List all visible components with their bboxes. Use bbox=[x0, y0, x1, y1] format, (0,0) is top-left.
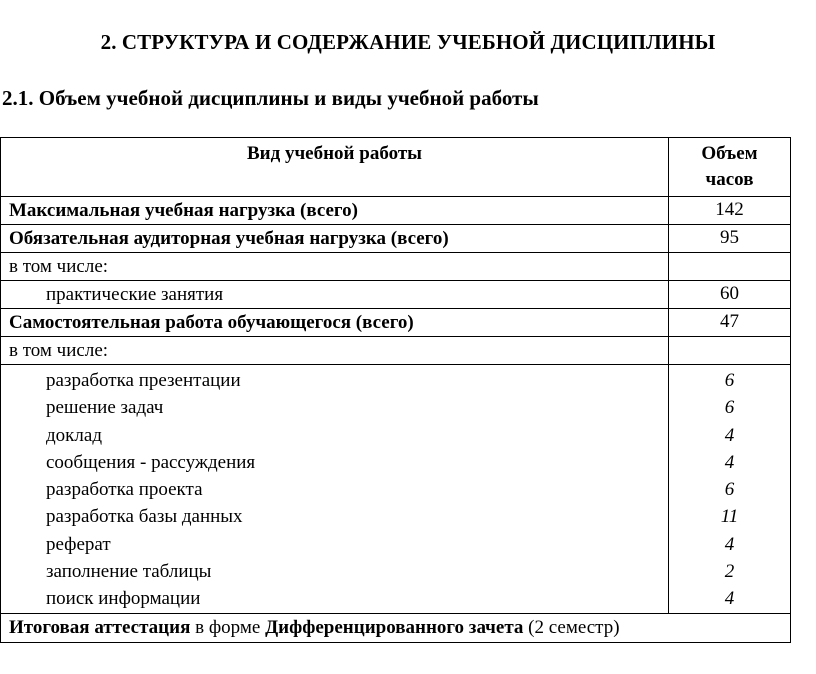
row-value: 47 bbox=[669, 309, 791, 337]
list-item: разработка базы данных bbox=[46, 506, 243, 528]
header-hours-line1: Объем bbox=[701, 143, 758, 164]
list-item: решение задач bbox=[46, 397, 164, 419]
list-value: 6 bbox=[724, 397, 735, 419]
row-value: 142 bbox=[669, 197, 791, 225]
header-hours bbox=[669, 138, 791, 197]
final-assessment-semester: (2 семестр) bbox=[523, 616, 620, 638]
list-item: реферат bbox=[46, 533, 111, 555]
list-item: разработка презентации bbox=[46, 370, 241, 391]
row-label: в том числе: bbox=[1, 337, 669, 365]
table-row bbox=[1, 309, 791, 337]
final-assessment-row bbox=[1, 613, 791, 642]
list-value: 6 bbox=[724, 479, 735, 501]
list-value: 4 bbox=[724, 588, 735, 610]
row-label: Максимальная учебная нагрузка (всего) bbox=[1, 197, 669, 225]
table-row bbox=[1, 337, 791, 365]
independent-work-labels bbox=[1, 365, 669, 614]
section-title: 2. СТРУКТУРА И СОДЕРЖАНИЕ УЧЕБНОЙ ДИСЦИПЛИНЫ bbox=[100, 30, 716, 54]
list-item: доклад bbox=[46, 424, 102, 446]
workload-table bbox=[0, 137, 791, 643]
list-value: 11 bbox=[720, 506, 739, 528]
final-assessment-type: Дифференцированного зачета bbox=[265, 616, 524, 638]
subsection-title: 2.1. Объем учебной дисциплины и виды учебной работы bbox=[2, 86, 539, 110]
table-row bbox=[1, 225, 791, 253]
row-label: практические занятия bbox=[1, 281, 669, 309]
final-assessment-form-text: в форме bbox=[190, 616, 266, 638]
row-value bbox=[669, 253, 791, 281]
table-row bbox=[1, 253, 791, 281]
row-value: 95 bbox=[669, 225, 791, 253]
list-value: 4 bbox=[724, 424, 735, 446]
table-row bbox=[1, 281, 791, 309]
list-value: 4 bbox=[724, 451, 735, 473]
table-row bbox=[1, 197, 791, 225]
independent-work-list-row bbox=[1, 365, 791, 614]
row-label: Самостоятельная работа обучающегося (всего) bbox=[1, 309, 669, 337]
list-value: 6 bbox=[724, 370, 735, 391]
row-label: в том числе: bbox=[1, 253, 669, 281]
header-work-type: Вид учебной работы bbox=[1, 138, 669, 197]
list-item: поиск информации bbox=[46, 588, 201, 610]
header-hours-line2: часов bbox=[705, 169, 754, 190]
final-assessment-label: Итоговая аттестация bbox=[9, 616, 191, 638]
independent-work-values bbox=[669, 365, 791, 614]
list-item: заполнение таблицы bbox=[46, 561, 212, 583]
table-header-row bbox=[1, 138, 791, 197]
row-value bbox=[669, 337, 791, 365]
final-assessment bbox=[1, 613, 791, 642]
list-item: разработка проекта bbox=[46, 479, 203, 501]
list-item: сообщения - рассуждения bbox=[46, 451, 256, 473]
row-value: 60 bbox=[669, 281, 791, 309]
list-value: 4 bbox=[724, 533, 735, 555]
row-label: Обязательная аудиторная учебная нагрузка (всего) bbox=[1, 225, 669, 253]
list-value: 2 bbox=[724, 561, 735, 583]
